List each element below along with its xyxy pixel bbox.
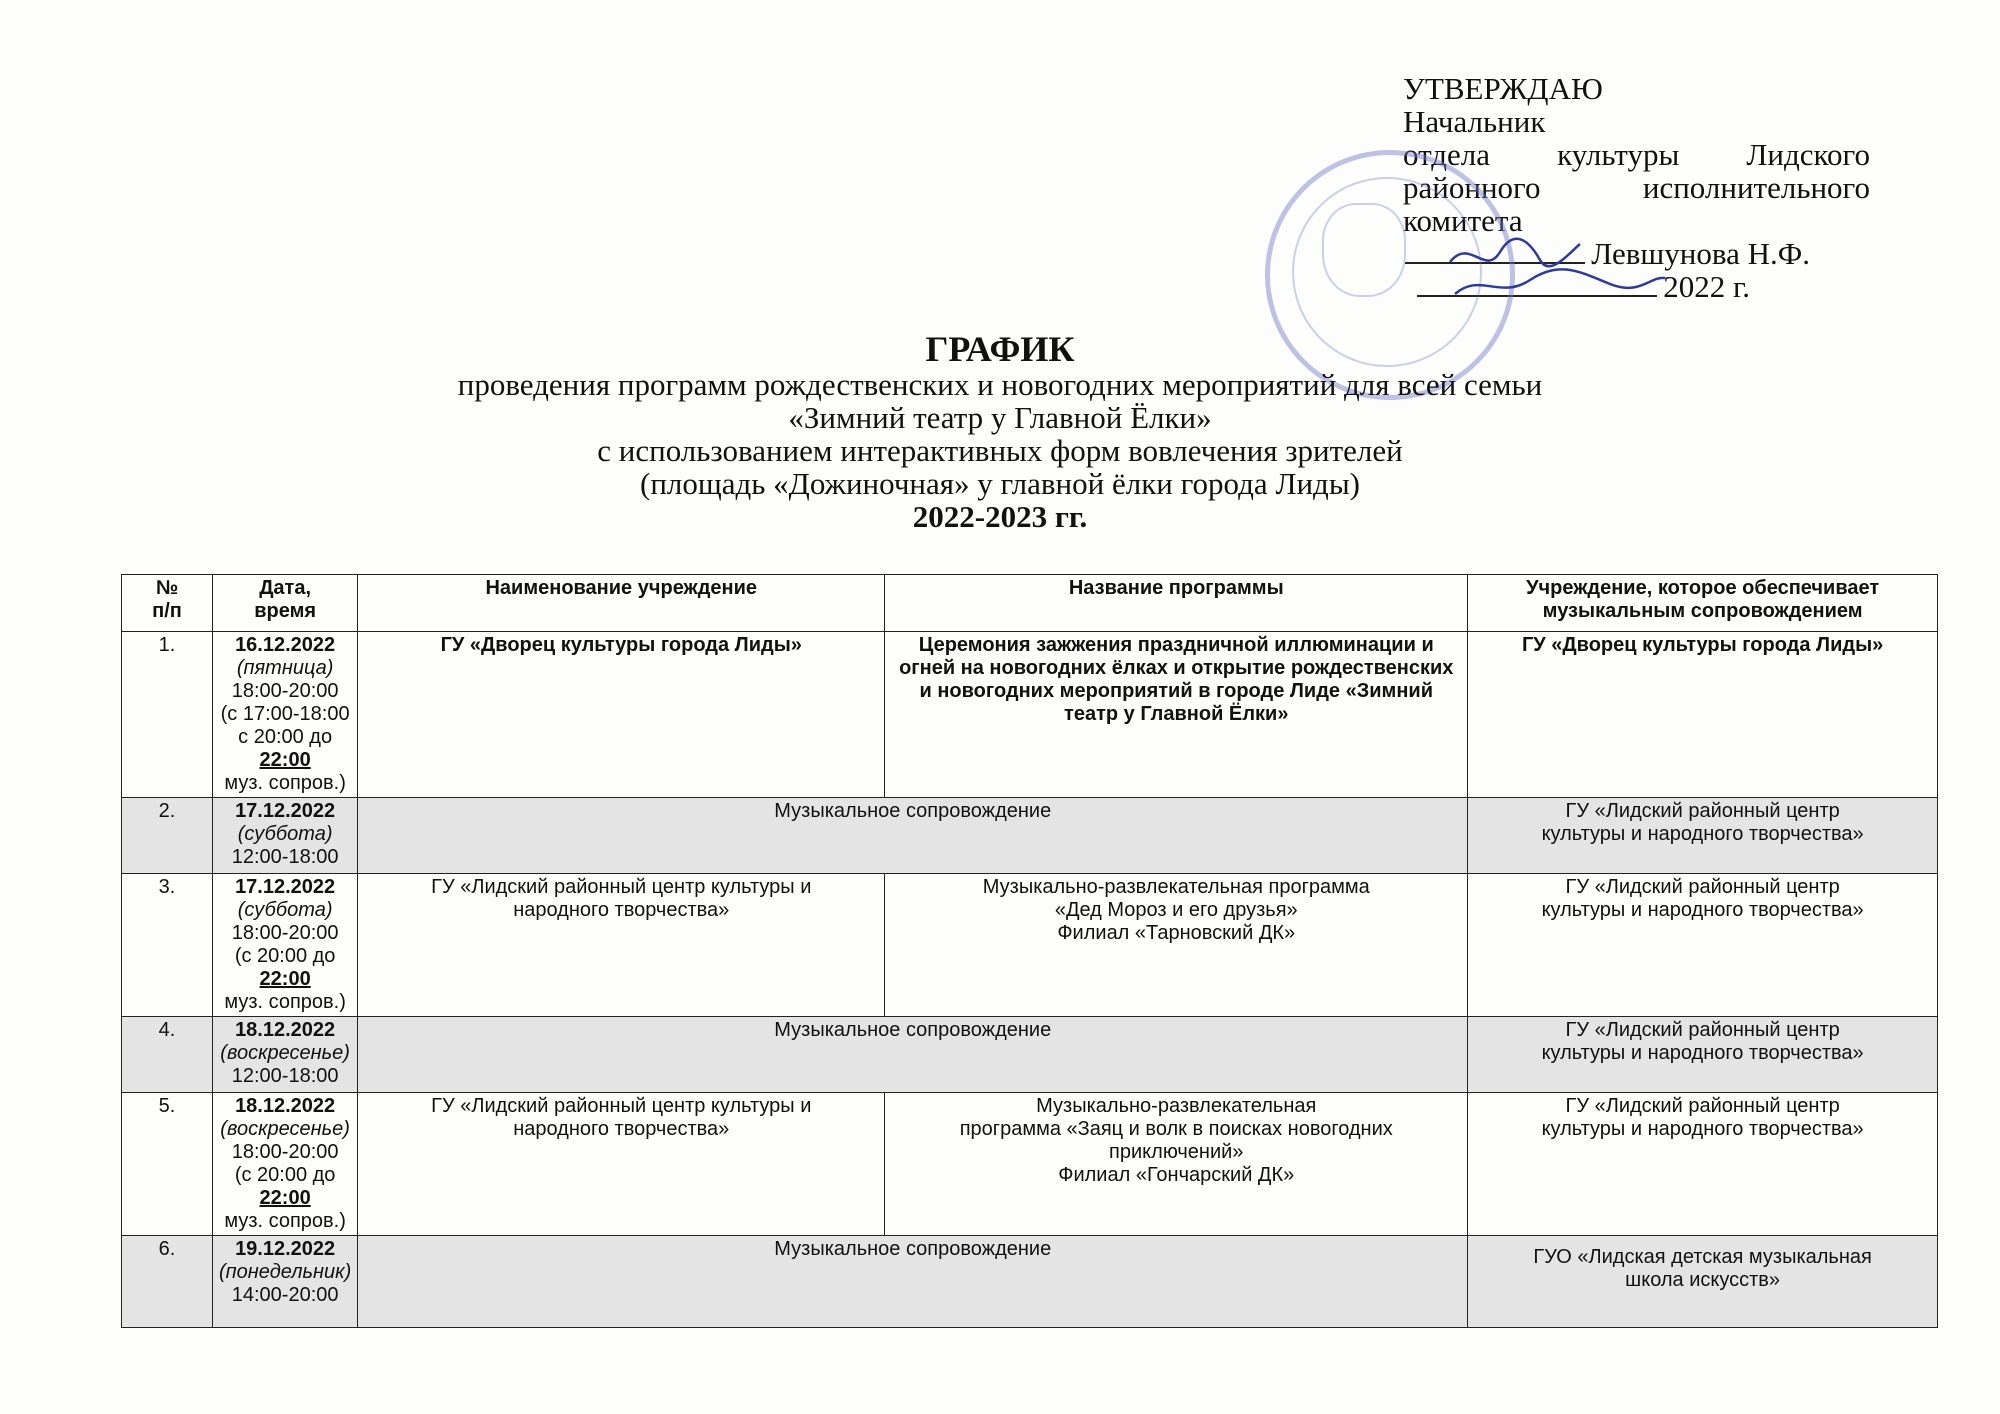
row-num: 6.: [122, 1236, 213, 1328]
row-num: 2.: [122, 798, 213, 874]
approval-signer: Левшунова Н.Ф.: [1403, 237, 1870, 270]
header-institution: Наименование учреждение: [358, 575, 885, 632]
row-num: 4.: [122, 1017, 213, 1093]
table-row: [122, 1236, 1938, 1328]
row-date: 17.12.2022 (суббота) 18:00-20:00 (с 20:00 до 22:00 муз. сопров.): [213, 874, 358, 1017]
document-title: [0, 330, 2000, 533]
row-music: ГУ «Дворец культуры города Лиды»: [1468, 632, 1938, 798]
approval-heading: УТВЕРЖДАЮ: [1403, 71, 1603, 106]
approval-committee-end: комитета: [1403, 203, 1523, 238]
table-row: [122, 632, 1938, 798]
row-music: ГУ «Лидский районный центр культуры и народного творчества»: [1468, 1017, 1938, 1093]
table-row: [122, 874, 1938, 1017]
table-row: [122, 1017, 1938, 1093]
row-num: 3.: [122, 874, 213, 1017]
title-line-2: «Зимний театр у Главной Ёлки»: [788, 400, 1212, 435]
row-program: Музыкально-развлекательная программа «Дед Мороз и его друзья» Филиал «Тарновский ДК»: [885, 874, 1468, 1017]
row-num: 5.: [122, 1093, 213, 1236]
row-date: 18.12.2022 (воскресенье) 18:00-20:00 (с 20:00 до 22:00 муз. сопров.): [213, 1093, 358, 1236]
schedule-table: [121, 574, 1938, 1328]
title-line-3: с использованием интерактивных форм вовлечения зрителей: [597, 433, 1403, 468]
approval-date: 2022 г.: [1403, 270, 1870, 303]
row-merged: Музыкальное сопровождение: [358, 1236, 1468, 1328]
row-music: ГУ «Лидский районный центр культуры и народного творчества»: [1468, 1093, 1938, 1236]
row-institution: ГУ «Лидский районный центр культуры и народного творчества»: [358, 1093, 885, 1236]
row-institution: ГУ «Лидский районный центр культуры и народного творчества»: [358, 874, 885, 1017]
row-music: ГУО «Лидская детская музыкальная школа искусств»: [1468, 1236, 1938, 1328]
row-institution: ГУ «Дворец культуры города Лиды»: [358, 632, 885, 798]
title-line-4: (площадь «Дожиночная» у главной ёлки города Лиды): [640, 466, 1360, 501]
row-merged: Музыкальное сопровождение: [358, 798, 1468, 874]
title-line-1: проведения программ рождественских и новогодних мероприятий для всей семьи: [457, 367, 1543, 402]
header-num: № п/п: [122, 575, 213, 632]
title-heading: ГРАФИК: [925, 329, 1075, 369]
row-music: ГУ «Лидский районный центр культуры и народного творчества»: [1468, 798, 1938, 874]
table-row: [122, 798, 1938, 874]
row-date: 16.12.2022 (пятница) 18:00-20:00 (с 17:00-18:00 с 20:00 до 22:00 муз. сопров.): [213, 632, 358, 798]
header-date: Дата, время: [213, 575, 358, 632]
table-row: [122, 1093, 1938, 1236]
row-date: 17.12.2022 (суббота) 12:00-18:00: [213, 798, 358, 874]
stamp-emblem-icon: [1322, 203, 1406, 297]
row-num: 1.: [122, 632, 213, 798]
approval-position: Начальник: [1403, 104, 1546, 139]
row-date: 18.12.2022 (воскресенье) 12:00-18:00: [213, 1017, 358, 1093]
table-header-row: [122, 575, 1938, 632]
header-music: Учреждение, которое обеспечивает музыкальным сопровождением: [1468, 575, 1938, 632]
row-date: 19.12.2022 (понедельник) 14:00-20:00: [213, 1236, 358, 1328]
header-program: Название программы: [885, 575, 1468, 632]
approval-department: отдела культуры Лидского: [1403, 137, 1870, 172]
title-years: 2022-2023 гг.: [912, 499, 1088, 534]
row-program: Музыкально-развлекательная программа «Заяц и волк в поисках новогодних приключений» Филиал «Гончарский ДК»: [885, 1093, 1468, 1236]
handwritten-signature-icon: [1440, 232, 1670, 302]
approval-committee: районного исполнительного: [1403, 170, 1870, 205]
row-merged: Музыкальное сопровождение: [358, 1017, 1468, 1093]
row-music: ГУ «Лидский районный центр культуры и народного творчества»: [1468, 874, 1938, 1017]
row-program: Церемония зажжения праздничной иллюминации и огней на новогодних ёлках и открытие рождественских и новогодних мероприятий в городе Лиде «Зимний театр у Главной Ёлки»: [885, 632, 1468, 798]
